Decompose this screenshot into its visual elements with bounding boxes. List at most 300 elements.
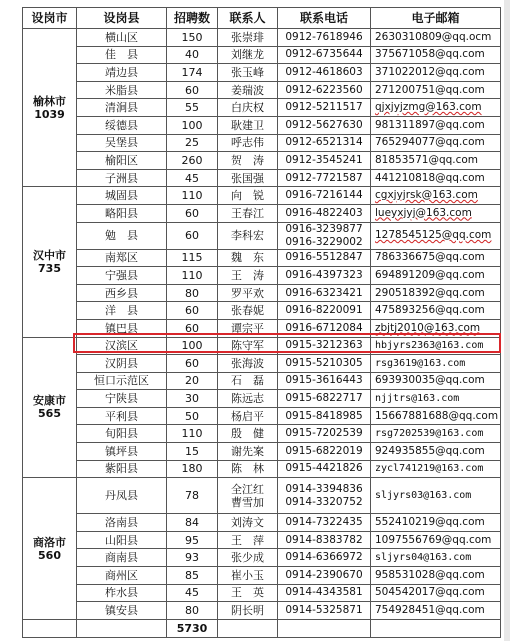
phone-cell (278, 337, 371, 355)
email-cell-text: 924935855@qq.com (375, 444, 485, 457)
email-cell (371, 337, 501, 355)
email-cell-text: 552410219@qq.com (375, 516, 485, 529)
email-cell-text: 504542017@qq.com (375, 586, 485, 599)
count-cell (167, 337, 218, 355)
email-cell-text: 693930035@qq.com (375, 374, 485, 387)
county-cell (77, 584, 167, 602)
count-cell-text: 100 (181, 118, 203, 132)
email-cell (371, 514, 501, 532)
email-cell (371, 29, 501, 47)
count-cell-text: 80 (185, 286, 199, 300)
city-total: 1039 (34, 107, 65, 121)
contact-cell-text: 李科宏 (231, 229, 264, 243)
county-cell (77, 152, 167, 170)
phone-cell-text: 0912-6735644 (285, 48, 363, 61)
email-cell (371, 46, 501, 64)
empty-cell (218, 619, 278, 637)
contact-cell (218, 602, 278, 620)
contact-cell-text: 张少成 (231, 551, 264, 565)
count-cell-text: 110 (181, 427, 203, 441)
contact-cell (218, 407, 278, 425)
contact-cell-text: 谭宗平 (231, 321, 264, 335)
email-cell-text: qjxjyjzmg@163.com (375, 101, 482, 114)
contact-cell-text: 杨启平 (231, 409, 264, 423)
contact-cell (218, 443, 278, 461)
table-row (23, 29, 501, 47)
count-cell (167, 460, 218, 478)
count-cell-text: 55 (185, 101, 199, 115)
email-cell-text: 1097556769@qq.com (375, 533, 492, 546)
city-cell (23, 478, 77, 620)
email-cell-text: 290518392@qq.com (375, 286, 485, 299)
table-row (23, 284, 501, 302)
email-cell-text: 981311897@qq.com (375, 118, 485, 131)
contact-cell-text: 王 英 (231, 586, 264, 600)
phone-cell-text: 0915-5210305 (285, 356, 363, 369)
page-edge (504, 0, 510, 641)
total-row (23, 619, 501, 637)
contact-cell (218, 531, 278, 549)
count-cell (167, 81, 218, 99)
phone-cell (278, 443, 371, 461)
phone-cell (278, 99, 371, 117)
email-cell (371, 169, 501, 187)
city-total: 735 (38, 261, 61, 275)
contact-cell (218, 567, 278, 585)
email-cell-text: 371022012@qq.com (375, 65, 485, 78)
county-cell (77, 372, 167, 390)
contact-cell-text: 张崇琲 (231, 30, 264, 44)
contact-cell (218, 134, 278, 152)
county-cell-text: 南郑区 (105, 251, 138, 265)
email-cell-text: hbjyrs2363@163.com (375, 340, 484, 352)
count-cell (167, 478, 218, 514)
count-cell (167, 531, 218, 549)
email-cell (371, 407, 501, 425)
county-cell (77, 319, 167, 337)
table-row (23, 549, 501, 567)
contact-cell (218, 169, 278, 187)
phone-cell-text-2: 0916-3229002 (285, 235, 363, 248)
phone-cell (278, 187, 371, 205)
contact-cell (218, 390, 278, 408)
county-cell (77, 81, 167, 99)
phone-cell-text: 0914-6366972 (285, 551, 363, 564)
county-cell-text: 宁陕县 (105, 392, 138, 406)
count-cell (167, 204, 218, 222)
city-name: 汉中市 (33, 248, 66, 262)
phone-cell (278, 531, 371, 549)
county-cell-text: 山阳县 (105, 533, 138, 547)
county-cell-text: 宁强县 (105, 268, 138, 282)
phone-cell (278, 284, 371, 302)
email-cell (371, 116, 501, 134)
phone-cell-text: 0916-8220091 (285, 304, 363, 317)
count-cell (167, 249, 218, 267)
count-cell-text: 20 (185, 374, 199, 388)
empty-cell (278, 619, 371, 637)
county-cell-text: 柞水县 (105, 586, 138, 600)
phone-cell-text: 0916-6712084 (285, 321, 363, 334)
email-cell-text: rsg7202539@163.com (375, 428, 484, 440)
phone-cell-text: 0916-6323421 (285, 286, 363, 299)
county-cell (77, 478, 167, 514)
contact-cell (218, 116, 278, 134)
contact-cell (218, 584, 278, 602)
county-cell (77, 267, 167, 285)
county-cell-text: 佳 县 (105, 48, 138, 62)
phone-cell (278, 514, 371, 532)
county-cell-text: 汉阴县 (105, 356, 138, 370)
count-cell-text: 260 (181, 153, 203, 167)
header-phone: 联系电话 (278, 8, 371, 29)
table-row (23, 443, 501, 461)
contact-cell (218, 478, 278, 514)
count-cell (167, 372, 218, 390)
count-cell (167, 222, 218, 249)
count-cell-text: 110 (181, 189, 203, 203)
count-cell-text: 110 (181, 268, 203, 282)
county-cell (77, 29, 167, 47)
contact-cell (218, 284, 278, 302)
county-cell-text: 吴堡县 (105, 136, 138, 150)
count-cell-text: 15 (185, 444, 199, 458)
phone-cell (278, 319, 371, 337)
count-cell (167, 169, 218, 187)
contact-cell-text-2: 曹雪加 (231, 495, 264, 509)
contact-cell-text: 殷 健 (231, 427, 264, 441)
county-cell (77, 460, 167, 478)
count-cell (167, 567, 218, 585)
table-row (23, 152, 501, 170)
contact-cell-text: 崔小玉 (231, 568, 264, 582)
county-cell (77, 602, 167, 620)
city-cell (23, 187, 77, 337)
contact-cell (218, 187, 278, 205)
county-cell (77, 169, 167, 187)
county-cell (77, 531, 167, 549)
county-cell-text: 城固县 (105, 189, 138, 203)
table-row (23, 99, 501, 117)
email-cell-text: rsg3619@163.com (375, 357, 466, 369)
table-row (23, 46, 501, 64)
table-row (23, 337, 501, 355)
contact-cell (218, 267, 278, 285)
table-row (23, 602, 501, 620)
email-cell-text: 475893256@qq.com (375, 304, 485, 317)
email-cell (371, 602, 501, 620)
email-cell (371, 81, 501, 99)
count-cell (167, 29, 218, 47)
contact-cell (218, 249, 278, 267)
table-row (23, 116, 501, 134)
email-cell (371, 99, 501, 117)
table-row (23, 249, 501, 267)
county-cell-text: 恒口示范区 (94, 374, 149, 388)
email-cell (371, 134, 501, 152)
phone-cell (278, 64, 371, 82)
count-cell (167, 99, 218, 117)
phone-cell (278, 116, 371, 134)
count-cell-text: 95 (185, 533, 199, 547)
contact-cell-text: 陈 林 (231, 462, 264, 476)
contact-cell-text: 刘继龙 (231, 48, 264, 62)
county-cell (77, 407, 167, 425)
table-row (23, 425, 501, 443)
email-cell-text: njjtrs@163.com (375, 393, 460, 405)
contact-cell-text: 张春妮 (231, 304, 264, 318)
county-cell (77, 99, 167, 117)
contact-cell-text: 姜瑞波 (231, 83, 264, 97)
count-cell (167, 602, 218, 620)
county-cell-text: 绥德县 (105, 118, 138, 132)
contact-cell (218, 549, 278, 567)
table-row (23, 81, 501, 99)
phone-cell-text: 0915-8418985 (285, 409, 363, 422)
header-city: 设岗市 (23, 8, 77, 29)
count-cell (167, 390, 218, 408)
count-cell-text: 40 (185, 48, 199, 62)
contact-cell (218, 81, 278, 99)
phone-cell (278, 372, 371, 390)
contact-cell-text: 谢先案 (231, 444, 264, 458)
contact-cell (218, 29, 278, 47)
count-cell-text: 60 (185, 206, 199, 220)
empty-cell (77, 619, 167, 637)
count-cell-text: 174 (181, 65, 203, 79)
table-row (23, 372, 501, 390)
contact-cell-text: 王 涛 (231, 268, 264, 282)
phone-cell (278, 567, 371, 585)
count-cell-text: 60 (185, 356, 199, 370)
table-row (23, 204, 501, 222)
phone-cell (278, 355, 371, 373)
phone-cell-text: 0914-2390670 (285, 568, 363, 581)
count-cell-text: 60 (185, 83, 199, 97)
county-cell-text: 西乡县 (105, 286, 138, 300)
phone-cell (278, 81, 371, 99)
count-cell-text: 84 (185, 516, 199, 530)
phone-cell (278, 204, 371, 222)
contact-cell-text: 贺 涛 (231, 153, 264, 167)
count-cell-text: 93 (185, 551, 199, 565)
county-cell-text: 商南县 (105, 551, 138, 565)
phone-cell (278, 222, 371, 249)
email-cell (371, 284, 501, 302)
county-cell-text: 丹凤县 (105, 489, 138, 503)
contact-cell (218, 204, 278, 222)
contact-cell (218, 99, 278, 117)
count-cell (167, 46, 218, 64)
county-cell (77, 134, 167, 152)
contact-cell (218, 319, 278, 337)
phone-cell-text: 0916-4397323 (285, 268, 363, 281)
contact-cell-text: 张海波 (231, 356, 264, 370)
header-row (23, 8, 501, 29)
phone-cell (278, 134, 371, 152)
count-cell-text: 80 (185, 604, 199, 618)
email-cell-text: 786336675@qq.com (375, 251, 485, 264)
email-cell (371, 372, 501, 390)
count-cell (167, 187, 218, 205)
email-cell (371, 460, 501, 478)
contact-cell-text: 全江红 (231, 482, 264, 496)
email-cell (371, 584, 501, 602)
email-cell-text: 694891209@qq.com (375, 268, 485, 281)
phone-cell (278, 584, 371, 602)
table-row (23, 187, 501, 205)
count-cell-text: 25 (185, 136, 199, 150)
county-cell-text: 镇安县 (105, 604, 138, 618)
phone-cell-text: 0915-7202539 (285, 427, 363, 440)
email-cell (371, 267, 501, 285)
email-cell-text: 81853571@qq.com (375, 153, 479, 166)
county-cell (77, 249, 167, 267)
count-cell (167, 134, 218, 152)
email-cell-text: zbjtj2010@163.com (375, 321, 481, 334)
contact-cell-text: 陈守军 (231, 339, 264, 353)
table-row (23, 355, 501, 373)
phone-cell-text: 0915-6822019 (285, 444, 363, 457)
county-cell-text: 略阳县 (105, 206, 138, 220)
email-cell (371, 302, 501, 320)
email-cell-text: 271200751@qq.com (375, 83, 485, 96)
email-cell-text: lueyxjyj@163.com (375, 206, 472, 219)
count-cell (167, 407, 218, 425)
phone-cell-text: 0912-6223560 (285, 83, 363, 96)
phone-cell-text: 0916-7216144 (285, 189, 363, 202)
phone-cell-text: 0914-8383782 (285, 533, 363, 546)
email-cell (371, 531, 501, 549)
email-cell (371, 152, 501, 170)
header-email: 电子邮箱 (371, 8, 501, 29)
table-row (23, 567, 501, 585)
phone-cell-text: 0915-6822717 (285, 392, 363, 405)
county-cell-text: 子洲县 (105, 171, 138, 185)
county-cell (77, 204, 167, 222)
email-cell (371, 187, 501, 205)
county-cell (77, 222, 167, 249)
contact-cell (218, 222, 278, 249)
county-cell (77, 355, 167, 373)
phone-cell (278, 602, 371, 620)
email-cell-text: 2630310809@qq.ocm (375, 30, 492, 43)
contact-cell (218, 514, 278, 532)
phone-cell-text: 0915-3212363 (285, 339, 363, 352)
table-row (23, 478, 501, 514)
email-cell-text: 1278545125@qq.com (375, 229, 492, 242)
table-row (23, 460, 501, 478)
phone-cell-text: 0912-5627630 (285, 118, 363, 131)
count-cell-text: 150 (181, 30, 203, 44)
count-cell-text: 60 (185, 229, 199, 243)
contact-cell-text: 耿建卫 (231, 118, 264, 132)
city-total: 565 (38, 407, 61, 421)
header-county: 设岗县 (77, 8, 167, 29)
county-cell (77, 514, 167, 532)
county-cell (77, 443, 167, 461)
city-name: 榆林市 (33, 94, 66, 108)
email-cell-text: 754928451@qq.com (375, 604, 485, 617)
email-cell-text: sljyrs04@163.com (375, 552, 472, 564)
count-cell (167, 584, 218, 602)
email-cell (371, 355, 501, 373)
phone-cell-text: 0915-3616443 (285, 374, 363, 387)
count-cell (167, 302, 218, 320)
email-cell (371, 64, 501, 82)
city-name: 安康市 (33, 394, 66, 408)
county-cell-text: 汉滨区 (105, 339, 138, 353)
phone-cell (278, 478, 371, 514)
contact-cell (218, 337, 278, 355)
phone-cell-text: 0912-6521314 (285, 136, 363, 149)
table-row (23, 319, 501, 337)
empty-cell (23, 619, 77, 637)
contact-cell-text: 刘涛文 (231, 516, 264, 530)
county-cell-text: 镇坪县 (105, 444, 138, 458)
email-cell-text: 958531028@qq.com (375, 568, 485, 581)
contact-cell-text: 石 磊 (231, 374, 264, 388)
county-cell (77, 116, 167, 134)
phone-cell (278, 460, 371, 478)
phone-cell-text-2: 0914-3320752 (285, 495, 363, 508)
county-cell-text: 商州区 (105, 568, 138, 582)
contact-cell (218, 425, 278, 443)
phone-cell (278, 425, 371, 443)
table-row (23, 407, 501, 425)
county-cell-text: 平利县 (105, 409, 138, 423)
county-cell-text: 清涧县 (105, 101, 138, 115)
county-cell-text: 米脂县 (105, 83, 138, 97)
table-row (23, 390, 501, 408)
phone-cell (278, 267, 371, 285)
count-cell-text: 45 (185, 586, 199, 600)
empty-cell (371, 619, 501, 637)
county-cell (77, 46, 167, 64)
contact-cell (218, 302, 278, 320)
header-count: 招聘数 (167, 8, 218, 29)
county-cell (77, 390, 167, 408)
county-cell-text: 勉 县 (105, 229, 138, 243)
city-name: 商洛市 (33, 535, 66, 549)
phone-cell (278, 169, 371, 187)
count-cell (167, 152, 218, 170)
recruitment-table (22, 7, 501, 638)
table-row (23, 514, 501, 532)
contact-cell (218, 460, 278, 478)
contact-cell-text: 呼志伟 (231, 136, 264, 150)
contact-cell-text: 张玉峰 (231, 65, 264, 79)
table-row (23, 584, 501, 602)
count-cell (167, 319, 218, 337)
phone-cell-text: 0914-3394836 (285, 482, 363, 495)
email-cell (371, 425, 501, 443)
count-cell (167, 267, 218, 285)
count-cell-text: 50 (185, 409, 199, 423)
county-cell (77, 549, 167, 567)
phone-cell (278, 302, 371, 320)
phone-cell (278, 29, 371, 47)
count-cell-text: 78 (185, 489, 199, 503)
phone-cell-text: 0912-3545241 (285, 153, 363, 166)
contact-cell (218, 372, 278, 390)
email-cell-text: 441210818@qq.com (375, 171, 485, 184)
contact-cell-text: 魏 东 (231, 251, 264, 265)
contact-cell-text: 罗平欢 (231, 286, 264, 300)
table-row (23, 222, 501, 249)
count-cell-text: 100 (181, 339, 203, 353)
count-cell (167, 549, 218, 567)
